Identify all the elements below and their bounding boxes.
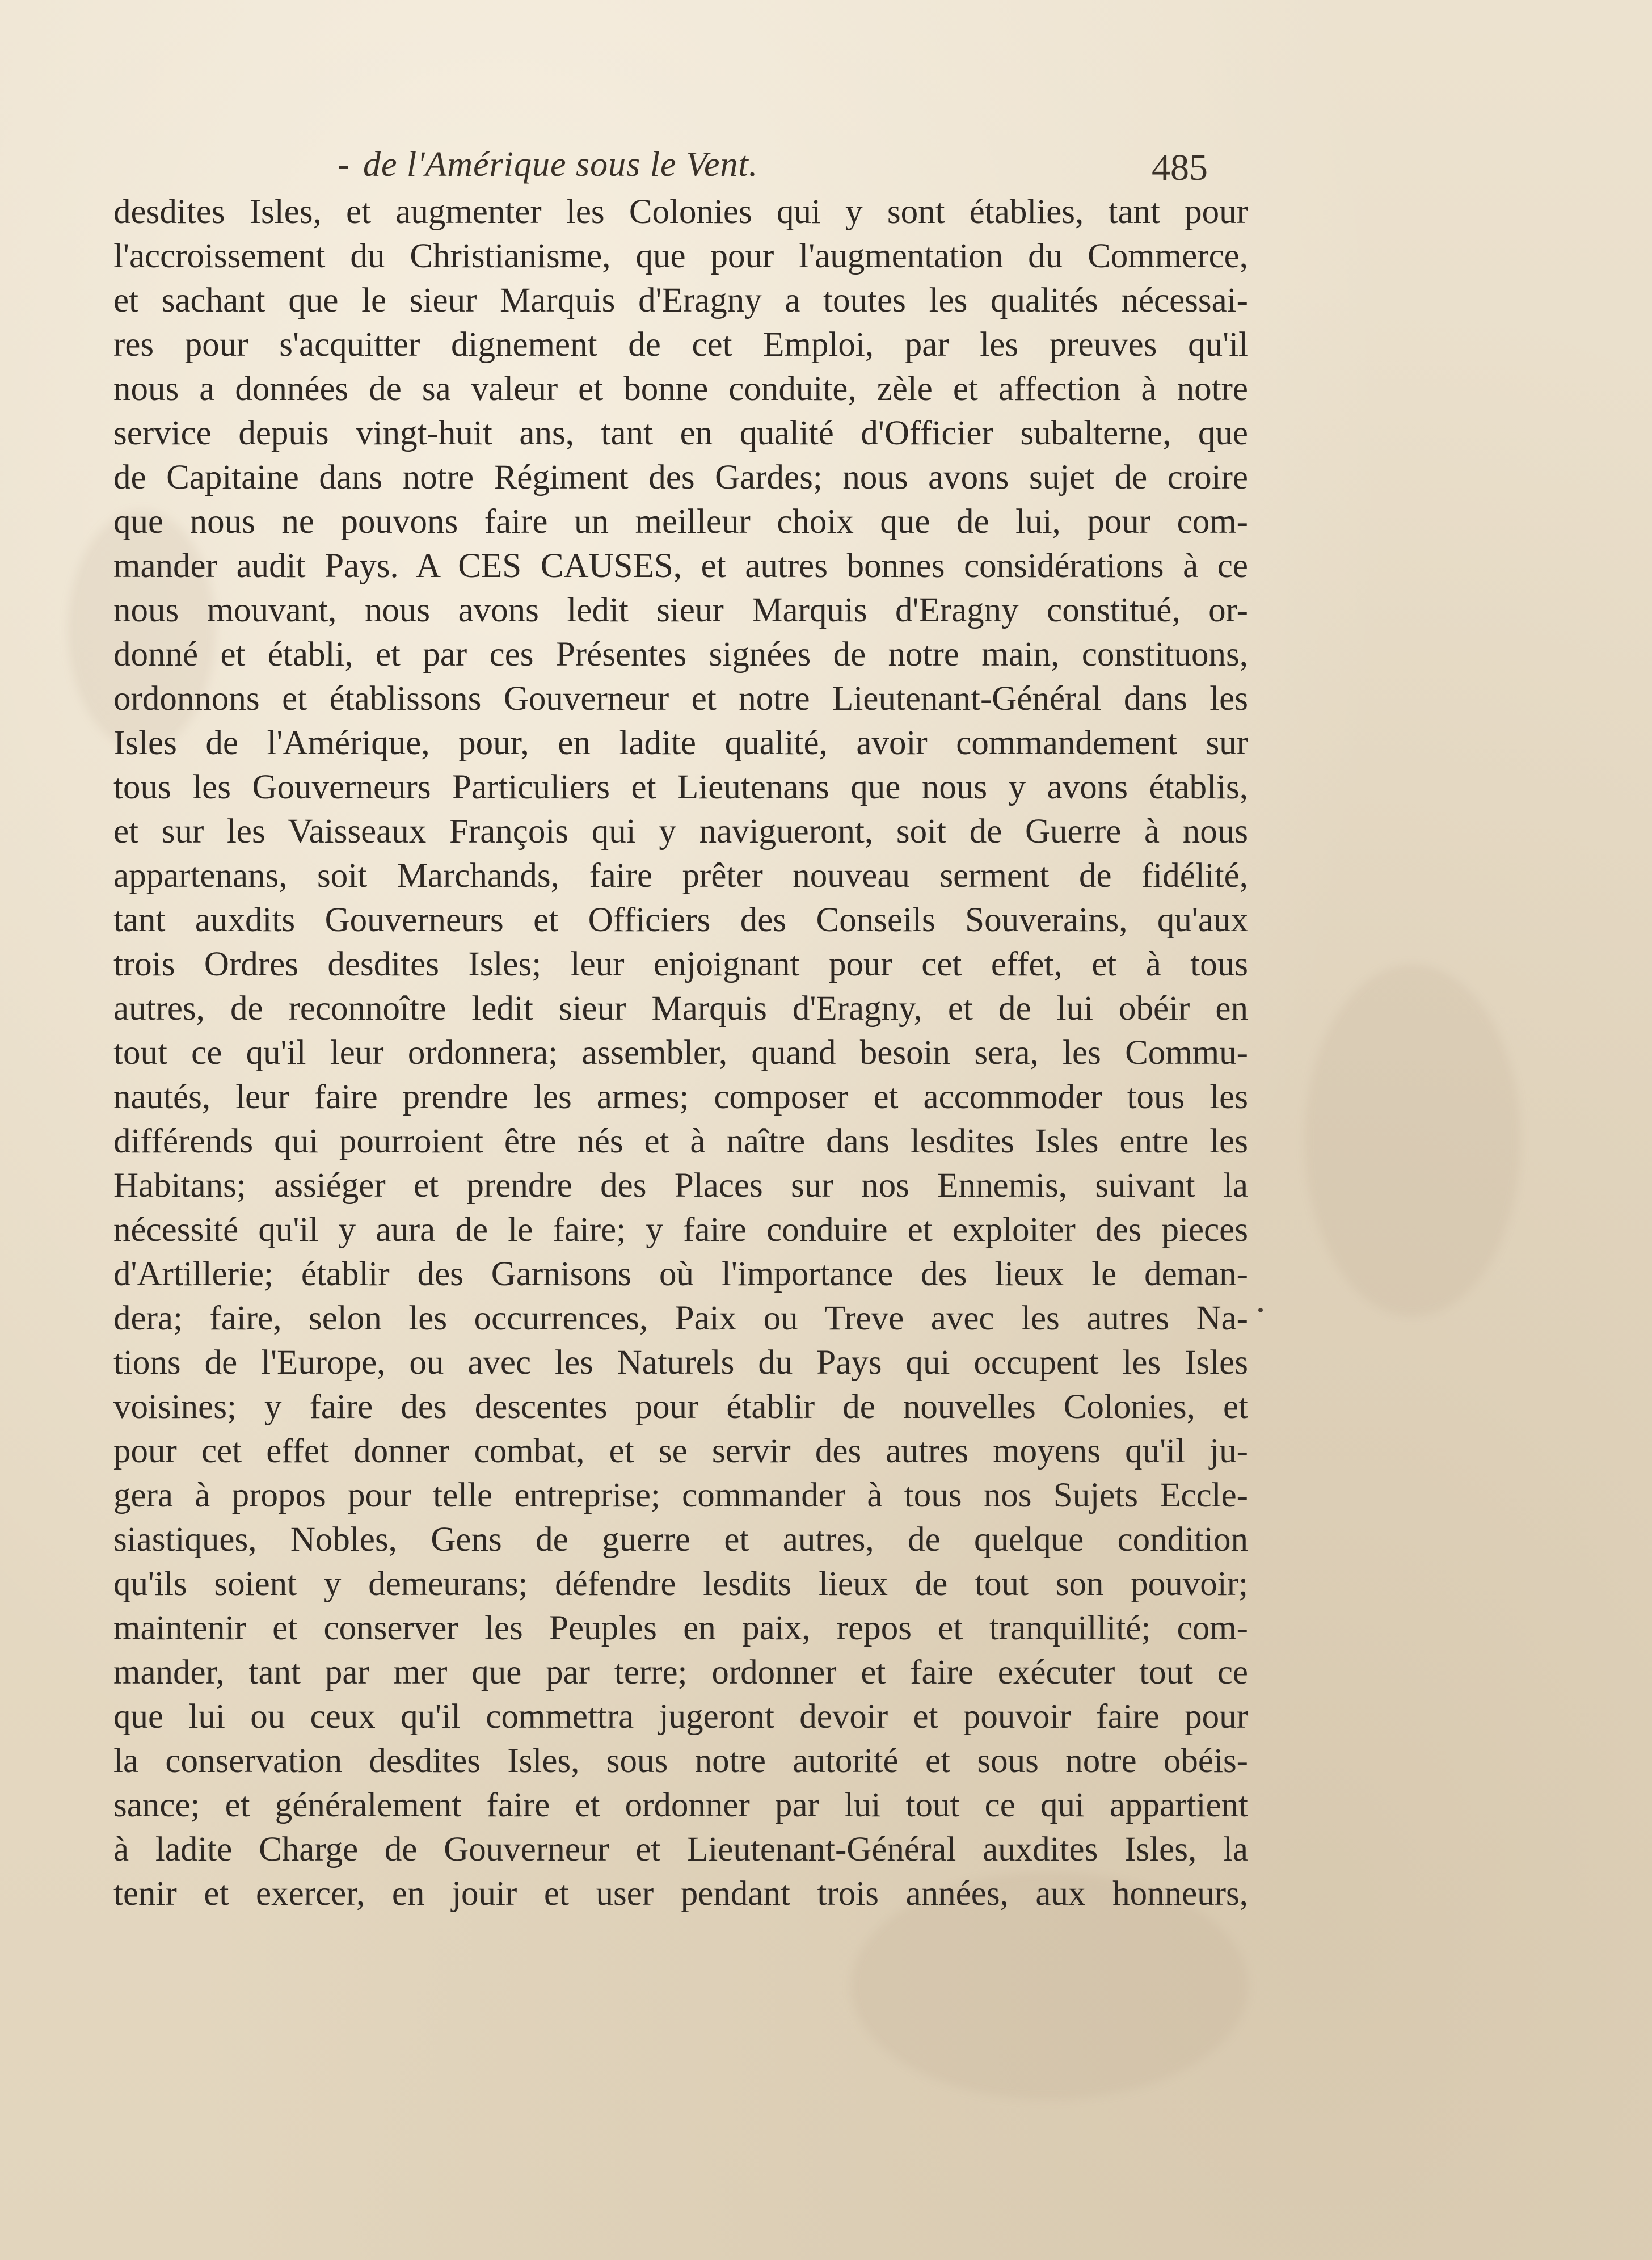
text-line: voisines; y faire des descentes pour établir de nouvelles Colonies, et xyxy=(113,1388,1248,1426)
text-line: que lui ou ceux qu'il commettra jugeront devoir et pouvoir faire pour xyxy=(113,1698,1248,1736)
text-line: différends qui pourroient être nés et à naître dans lesdites Isles entre les xyxy=(113,1122,1248,1160)
text-line: mander audit Pays. A CES CAUSES, et autres bonnes considérations à ce xyxy=(113,547,1248,585)
text-line: desdites Isles, et augmenter les Colonies qui y sont établies, tant pour xyxy=(113,193,1248,231)
text-line: nous a données de sa valeur et bonne conduite, zèle et affection à notre xyxy=(113,370,1248,408)
text-line: nous mouvant, nous avons ledit sieur Marquis d'Eragny constitué, or- xyxy=(113,591,1248,629)
page-number: 485 xyxy=(1152,147,1208,188)
text-line: de Capitaine dans notre Régiment des Gardes; nous avons sujet de croire xyxy=(113,458,1248,496)
running-header-text: de l'Amérique sous le Vent. xyxy=(363,145,758,184)
header-mark: - xyxy=(338,145,350,184)
text-line: à ladite Charge de Gouverneur et Lieutenant-Général auxdites Isles, la xyxy=(113,1830,1248,1868)
body-text xyxy=(113,190,1248,1916)
text-line: siastiques, Nobles, Gens de guerre et autres, de quelque condition xyxy=(113,1521,1248,1559)
text-line: la conservation desdites Isles, sous notre autorité et sous notre obéis- xyxy=(113,1742,1248,1780)
text-line: dera; faire, selon les occurrences, Paix ou Treve avec les autres Na- xyxy=(113,1299,1248,1337)
text-line: et sur les Vaisseaux François qui y navigueront, soit de Guerre à nous xyxy=(113,813,1248,851)
text-line: qu'ils soient y demeurans; défendre lesdits lieux de tout son pouvoir; xyxy=(113,1565,1248,1603)
text-line: res pour s'acquitter dignement de cet Emploi, par les preuves qu'il xyxy=(113,326,1248,364)
text-line: mander, tant par mer que par terre; ordonner et faire exécuter tout ce xyxy=(113,1653,1248,1691)
text-line: autres, de reconnoître ledit sieur Marquis d'Eragny, et de lui obéir en xyxy=(113,990,1248,1028)
text-line: tous les Gouverneurs Particuliers et Lieutenans que nous y avons établis, xyxy=(113,768,1248,806)
text-line: d'Artillerie; établir des Garnisons où l'importance des lieux le deman- xyxy=(113,1255,1248,1293)
text-line: maintenir et conserver les Peuples en paix, repos et tranquillité; com- xyxy=(113,1609,1248,1647)
text-line: Isles de l'Amérique, pour, en ladite qualité, avoir commandement sur xyxy=(113,724,1248,762)
text-line: et sachant que le sieur Marquis d'Eragny a toutes les qualités nécessai- xyxy=(113,281,1248,319)
text-line: nécessité qu'il y aura de le faire; y faire conduire et exploiter des pieces xyxy=(113,1211,1248,1249)
text-line: gera à propos pour telle entreprise; commander à tous nos Sujets Eccle- xyxy=(113,1476,1248,1514)
text-line: l'accroissement du Christianisme, que pour l'augmentation du Commerce, xyxy=(113,237,1248,275)
ink-speck xyxy=(1258,1308,1263,1312)
text-line: tenir et exercer, en jouir et user pendant trois années, aux honneurs, xyxy=(113,1875,1248,1913)
text-line: service depuis vingt-huit ans, tant en qualité d'Officier subalterne, que xyxy=(113,414,1248,452)
text-line: pour cet effet donner combat, et se servir des autres moyens qu'il ju- xyxy=(113,1432,1248,1470)
text-line: que nous ne pouvons faire un meilleur choix que de lui, pour com- xyxy=(113,503,1248,541)
text-line: tout ce qu'il leur ordonnera; assembler, quand besoin sera, les Commu- xyxy=(113,1034,1248,1072)
text-line: Habitans; assiéger et prendre des Places sur nos Ennemis, suivant la xyxy=(113,1167,1248,1205)
text-line: ordonnons et établissons Gouverneur et notre Lieutenant-Général dans les xyxy=(113,680,1248,718)
running-header xyxy=(338,145,930,185)
text-line: sance; et généralement faire et ordonner par lui tout ce qui appartient xyxy=(113,1786,1248,1824)
text-line: tant auxdits Gouverneurs et Officiers des Conseils Souverains, qu'aux xyxy=(113,901,1248,939)
text-line: nautés, leur faire prendre les armes; composer et accommoder tous les xyxy=(113,1078,1248,1116)
text-line: donné et établi, et par ces Présentes signées de notre main, constituons, xyxy=(113,636,1248,674)
text-line: trois Ordres desdites Isles; leur enjoignant pour cet effet, et à tous xyxy=(113,945,1248,983)
text-line: appartenans, soit Marchands, faire prêter nouveau serment de fidélité, xyxy=(113,857,1248,895)
paper-stain xyxy=(1305,965,1520,1316)
text-line: tions de l'Europe, ou avec les Naturels du Pays qui occupent les Isles xyxy=(113,1344,1248,1382)
